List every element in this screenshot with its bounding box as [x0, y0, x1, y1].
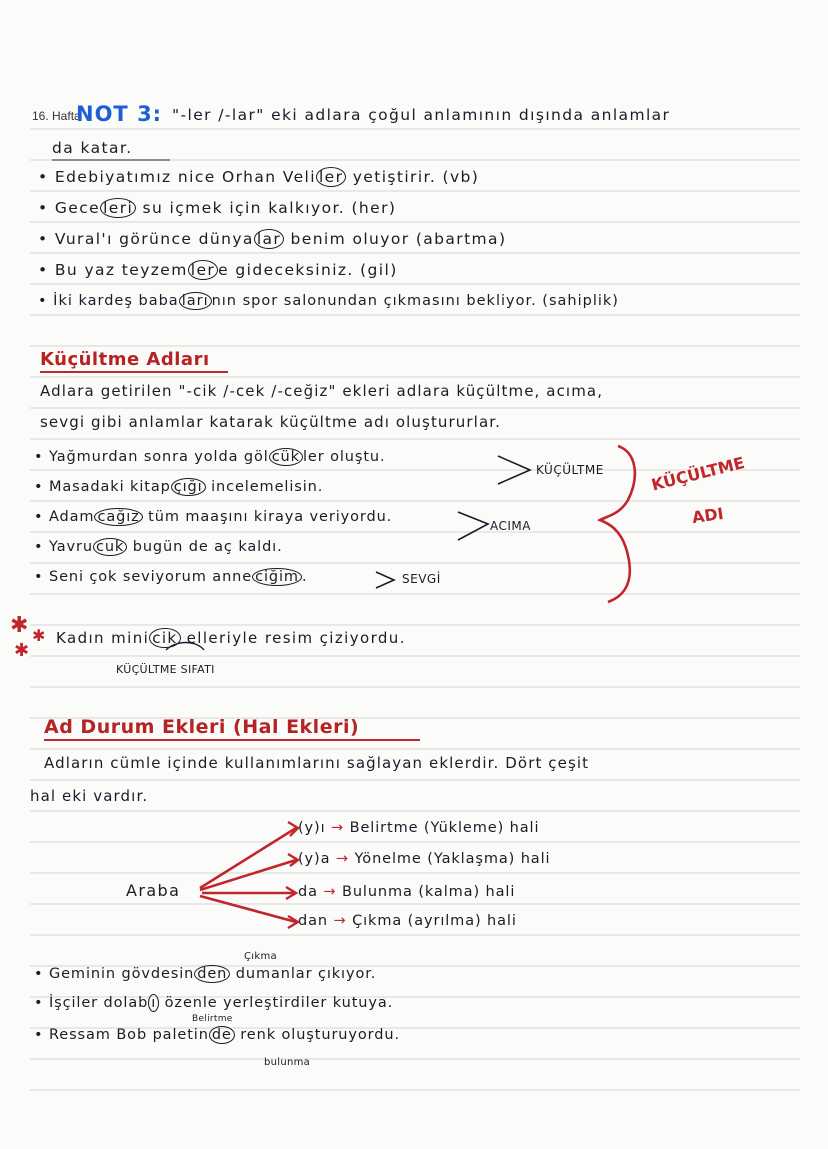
label-acima: ACIMA [490, 519, 531, 533]
suffix-circle: çığı [171, 478, 206, 496]
case-branch: (y)ı → Belirtme (Yükleme) hali [298, 820, 540, 836]
branch-arrow [200, 896, 296, 922]
suffix-circle: cuk [93, 538, 127, 556]
suffix-circle: ler [316, 167, 346, 187]
suffix-circle: cük [269, 448, 303, 466]
section-title-case: Ad Durum Ekleri (Hal Ekleri) [44, 716, 360, 738]
case-example: • İşçiler dolab ı özenle yerleştirdiler kutuya. [34, 995, 394, 1011]
diminutive-example: • Adam cağız tüm maaşını kiraya veriyordu. [34, 509, 393, 525]
star-icon: ✱ [32, 626, 46, 645]
plural-example: • Bu yaz teyzem ler e gideceksiniz. (gil) [38, 261, 398, 279]
suffix-circle: den [194, 965, 230, 983]
arrow-sevgi [376, 572, 394, 588]
arrow-kucultme [498, 456, 530, 484]
suffix-circle: leri [100, 198, 136, 218]
plural-example: • Gece leri su içmek için kalkıyor. (her) [38, 199, 397, 217]
star-icon: ✱ [14, 640, 30, 661]
diminutive-example: • Yavru cuk bugün de aç kaldı. [34, 539, 283, 555]
note-continuation: da katar. [52, 139, 133, 157]
branch-arrow [200, 860, 296, 890]
suffix-circle: ı [148, 994, 159, 1012]
diminutive-intro-cont: sevgi gibi anlamlar katarak küçültme adı oluştururlar. [40, 413, 501, 431]
brace-label-kucultme: KÜÇÜLTME [649, 453, 747, 495]
label-sevgi: SEVGİ [402, 572, 441, 586]
branch-arrow [200, 828, 296, 888]
case-branch: da → Bulunma (kalma) hali [298, 884, 516, 900]
suffix-circle: lar [254, 229, 284, 249]
suffix-circle: cağız [94, 508, 142, 526]
case-intro: Adların cümle içinde kullanımlarını sağlayan eklerdir. Dört çeşit [44, 754, 590, 772]
plural-example: • Vural'ı görünce dünya lar benim oluyor (abartma) [38, 230, 507, 248]
suffix-circle: ciğim [252, 568, 302, 586]
label-kucultme: KÜÇÜLTME [536, 463, 604, 477]
note-text: "-ler /-lar" eki adlara çoğul anlamının dışında anlamlar [172, 106, 671, 124]
plural-example: • Edebiyatımız nice Orhan Veli ler yetiştirir. (vb) [38, 168, 480, 186]
suffix-circle: cik [149, 628, 180, 648]
case-root-word: Araba [126, 881, 181, 900]
case-branch: (y)a → Yönelme (Yaklaşma) hali [298, 851, 551, 867]
star-icon: ✱ [10, 613, 29, 638]
star-caption: KÜÇÜLTME SIFATI [116, 663, 215, 676]
star-example: Kadın mini cik elleriyle resim çiziyordu. [56, 629, 406, 647]
suffix-circle: ler [188, 260, 218, 280]
suffix-circle: ları [179, 292, 212, 310]
diminutive-example: • Masadaki kitap çığı incelemelisin. [34, 479, 324, 495]
case-example-label: Çıkma [244, 951, 277, 962]
plural-example: • İki kardeş baba ları nın spor salonundan çıkmasını bekliyor. (sahiplik) [38, 293, 619, 309]
case-example-label: bulunma [264, 1057, 311, 1068]
brace-label-adi: ADI [690, 503, 725, 528]
case-example-label: Belirtme [192, 1014, 233, 1024]
section-title-diminutive: Küçültme Adları [40, 349, 210, 370]
case-intro-cont: hal eki vardır. [30, 787, 149, 805]
diminutive-example: • Seni çok seviyorum anne ciğim . [34, 569, 308, 585]
red-brace [600, 446, 635, 602]
case-example: • Geminin gövdesin den dumanlar çıkıyor. [34, 966, 377, 982]
diminutive-intro: Adlara getirilen "-cik /-cek /-ceğiz" ekleri adlara küçültme, acıma, [40, 382, 604, 400]
suffix-circle: de [209, 1026, 235, 1044]
diminutive-example: • Yağmurdan sonra yolda göl cük ler oluştu. [34, 449, 386, 465]
case-branch: dan → Çıkma (ayrılma) hali [298, 913, 517, 929]
case-example: • Ressam Bob paletin de renk oluşturuyordu. [34, 1027, 400, 1043]
arrow-acima [458, 512, 488, 540]
note-label: NOT 3: [76, 102, 163, 126]
page-number: 16. Hafta [32, 109, 81, 123]
